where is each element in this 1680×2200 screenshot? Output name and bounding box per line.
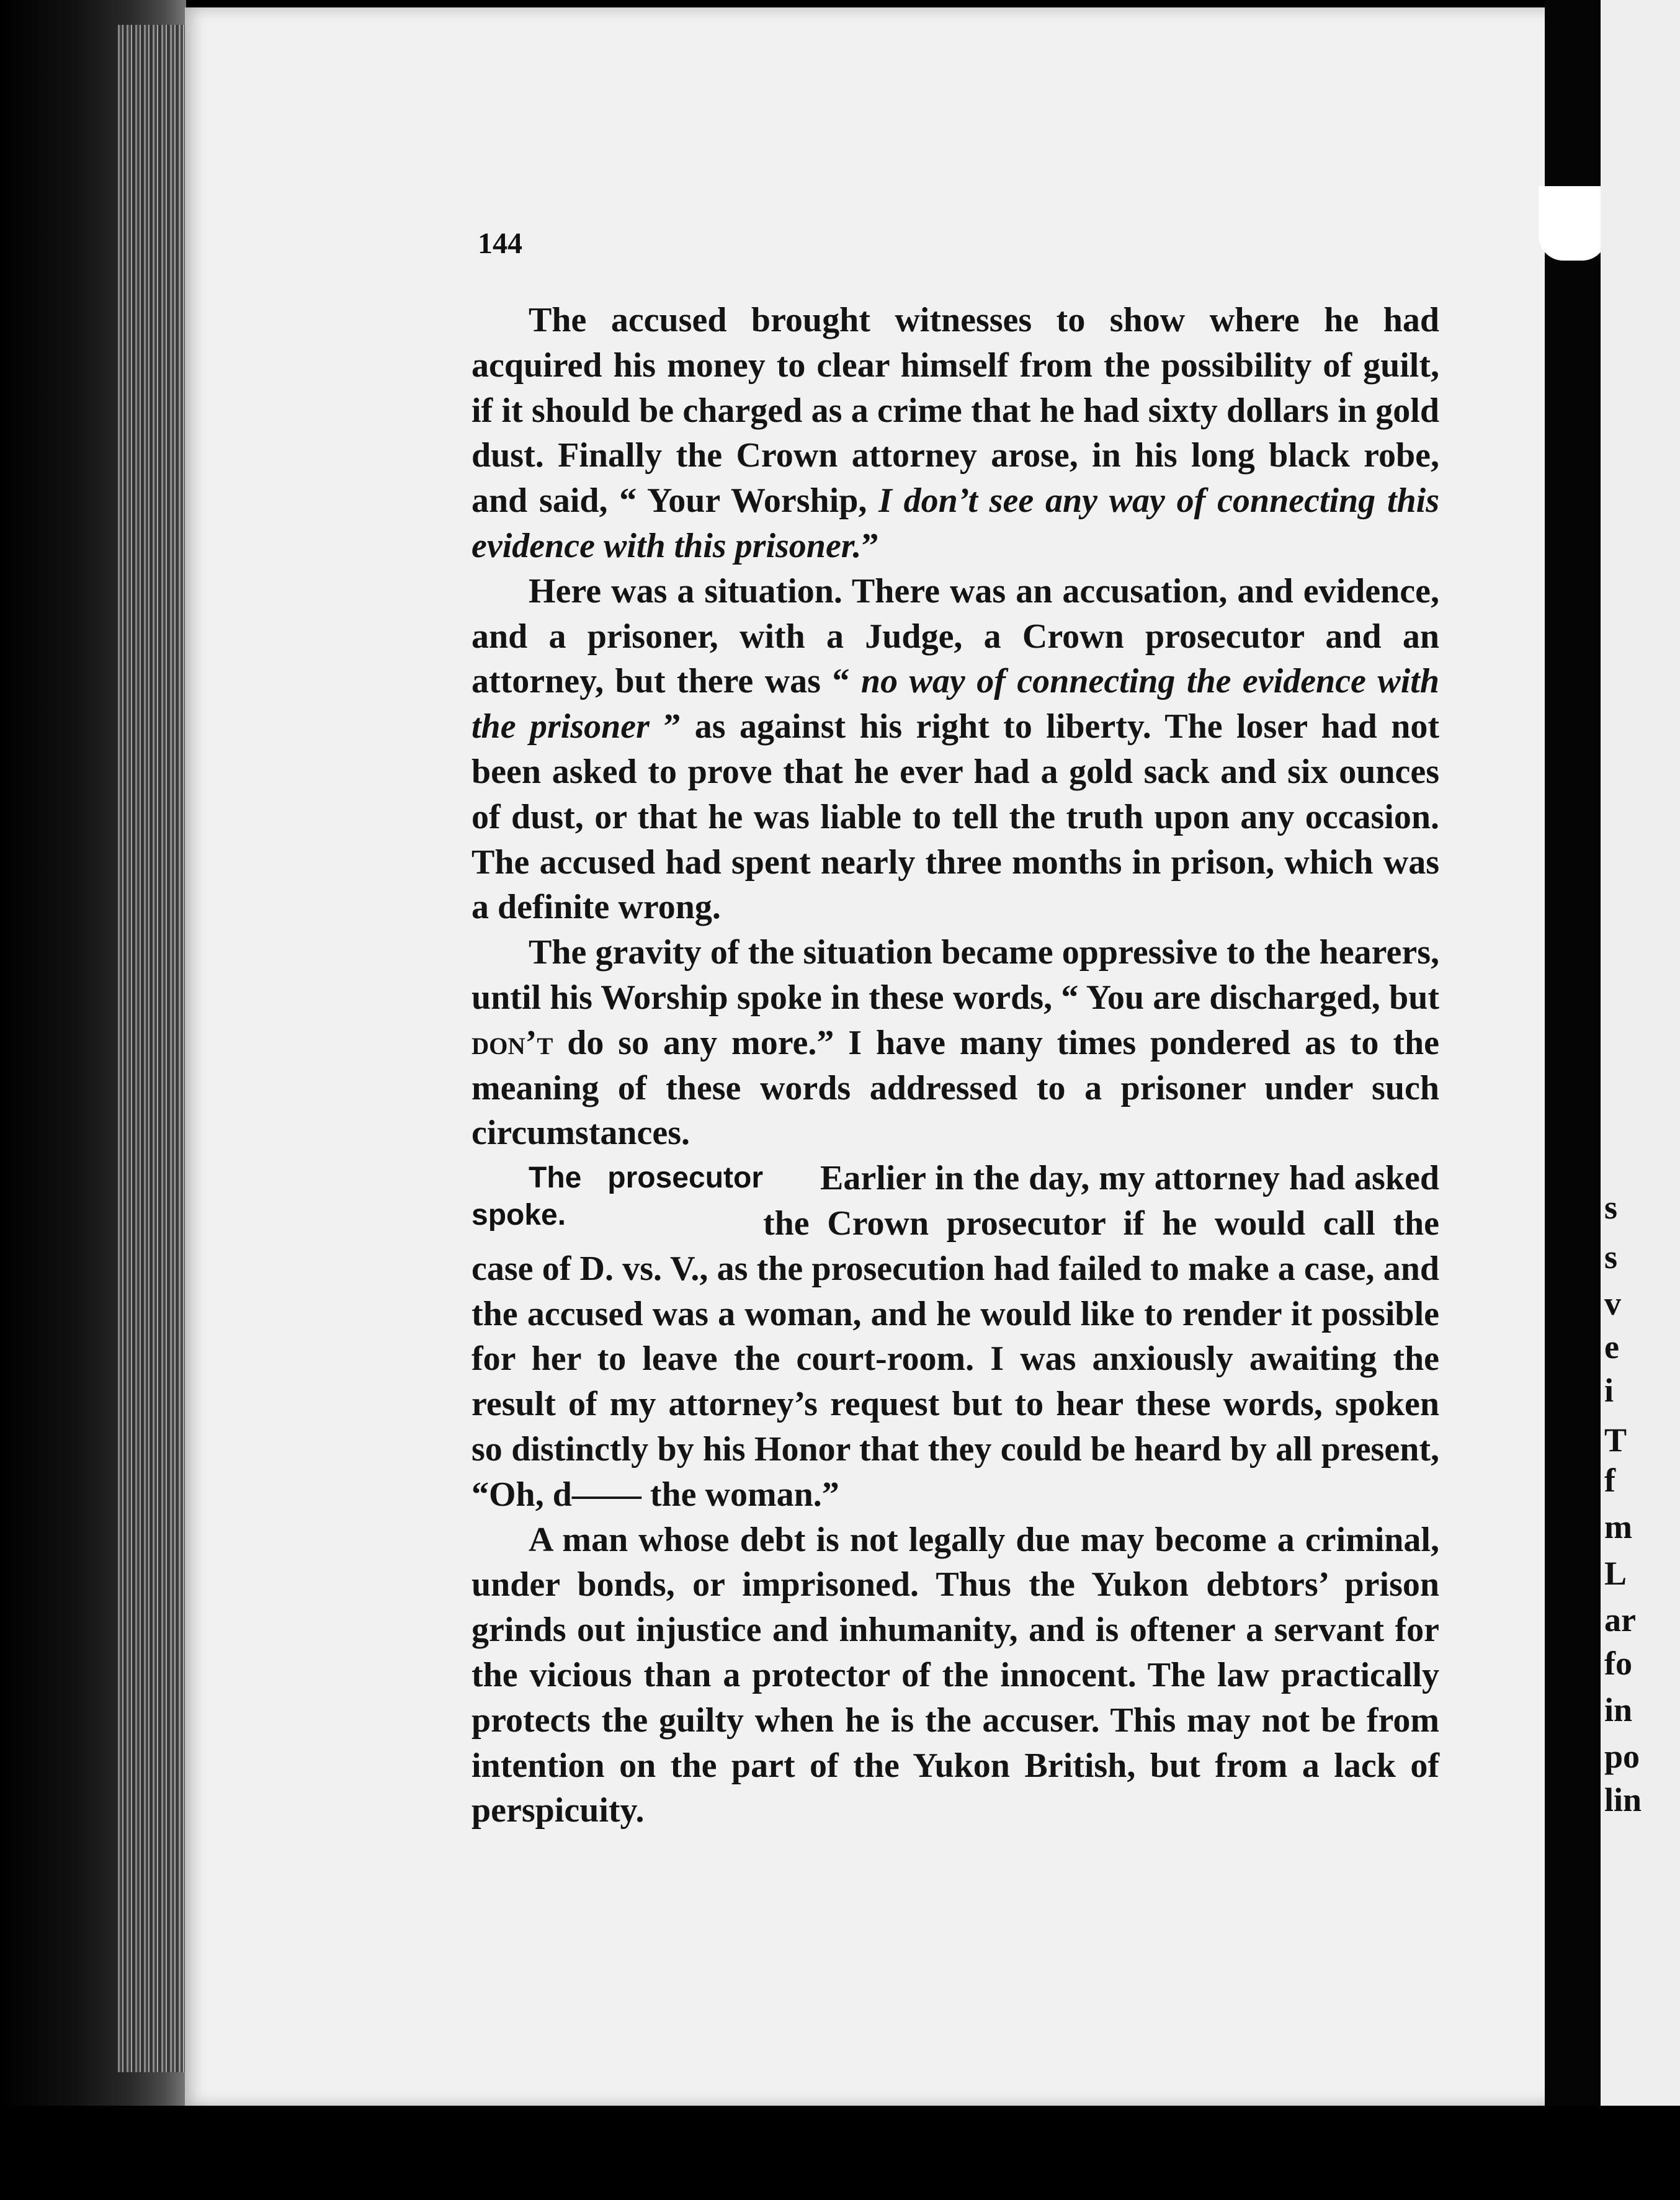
next-page-fragment: ar bbox=[1604, 1601, 1636, 1639]
paper-tab bbox=[1539, 186, 1607, 261]
next-page-fragment: fo bbox=[1604, 1645, 1632, 1682]
paragraph-text: ” bbox=[861, 526, 879, 565]
paragraph bbox=[471, 930, 1439, 1156]
page-number: 144 bbox=[478, 227, 522, 260]
next-page-fragment: lin bbox=[1604, 1781, 1642, 1818]
paragraph-text: do so any more.” I have many times pondered as to the meaning of these words addressed to a prisoner under such circumstances. bbox=[471, 1023, 1439, 1153]
margin-note: The prosecutor spoke. bbox=[471, 1161, 763, 1232]
paragraph bbox=[471, 298, 1439, 569]
paragraph-text: ” as against his right to liberty. The loser had not been asked to prove that he ever had a gold sack and six ounces of dust, or that he was liable to tell the truth upon any occasion. The accused had spent nearly three months in prison, which was a definite wrong. bbox=[471, 707, 1439, 927]
next-page-fragment: f bbox=[1604, 1462, 1615, 1499]
italic-quote: I don’t see any way of connecting this evidence with this prisoner. bbox=[471, 481, 1439, 565]
next-page-fragment: m bbox=[1604, 1508, 1632, 1545]
paragraph-text: The gravity of the situation became oppressive to the hearers, until his Worship spoke in these words, “ You are discharged, but bbox=[471, 933, 1439, 1017]
paragraph-text: Earlier in the day, my attorney had asked the Crown prosecutor if he would call the case of D. vs. V., as the prosecution had failed to make a case, and the accused was a woman, and he would like to render it possible for her to leave the court-room. I was anxiously awaiting the result of my attorney’s request but to hear these words, spoken so distinctly by his Honor that they could be heard by all present, “Oh, d—— the woman.” bbox=[471, 1159, 1439, 1514]
small-caps-word: don’t bbox=[471, 1023, 553, 1062]
next-page-fragment: L bbox=[1604, 1555, 1627, 1592]
italic-quote: no way of connecting the evidence with the prisoner bbox=[471, 662, 1439, 746]
paragraph bbox=[471, 1518, 1439, 1834]
book-gutter bbox=[1545, 0, 1607, 2200]
next-page-fragment: s bbox=[1604, 1238, 1618, 1276]
next-page-fragment: T bbox=[1604, 1421, 1627, 1459]
paragraph-text: Here was a situation. There was an accusation, and evidence, and a prisoner, with a Judge, a Crown prosecutor and an attorney, but there was “ bbox=[471, 571, 1439, 701]
paragraph bbox=[471, 569, 1439, 930]
page-body bbox=[471, 298, 1439, 1833]
page-stack-edge bbox=[118, 25, 189, 2072]
next-page-fragment: po bbox=[1604, 1738, 1640, 1775]
next-page-edge bbox=[1601, 0, 1680, 2200]
paragraph-text: The accused brought witnesses to show where he had acquired his money to clear himself from the possibility of guilt, if it should be charged as a crime that he had sixty dollars in gold dust. Finally the Crown attorney arose, in his long black robe, and said, “ Your Worship, bbox=[471, 301, 1439, 521]
scan-bottom-border bbox=[0, 2106, 1680, 2200]
paragraph-text: A man whose debt is not legally due may become a criminal, under bonds, or imprisoned. Thus the Yukon debtors’ prison grinds out injustice and inhumanity, and is oftener a servant for the vicious than a protector of the innocent. The law practically protects the guilty when he is the accuser. This may not be from intention on the part of the Yukon British, but from a lack of perspicuity. bbox=[471, 1520, 1439, 1830]
paragraph bbox=[471, 1156, 1439, 1517]
next-page-fragment: e bbox=[1604, 1328, 1619, 1366]
next-page-fragment: v bbox=[1604, 1285, 1621, 1322]
next-page-fragment: in bbox=[1604, 1691, 1633, 1728]
next-page-fragment: i bbox=[1604, 1372, 1614, 1409]
next-page-fragment: s bbox=[1604, 1189, 1618, 1226]
